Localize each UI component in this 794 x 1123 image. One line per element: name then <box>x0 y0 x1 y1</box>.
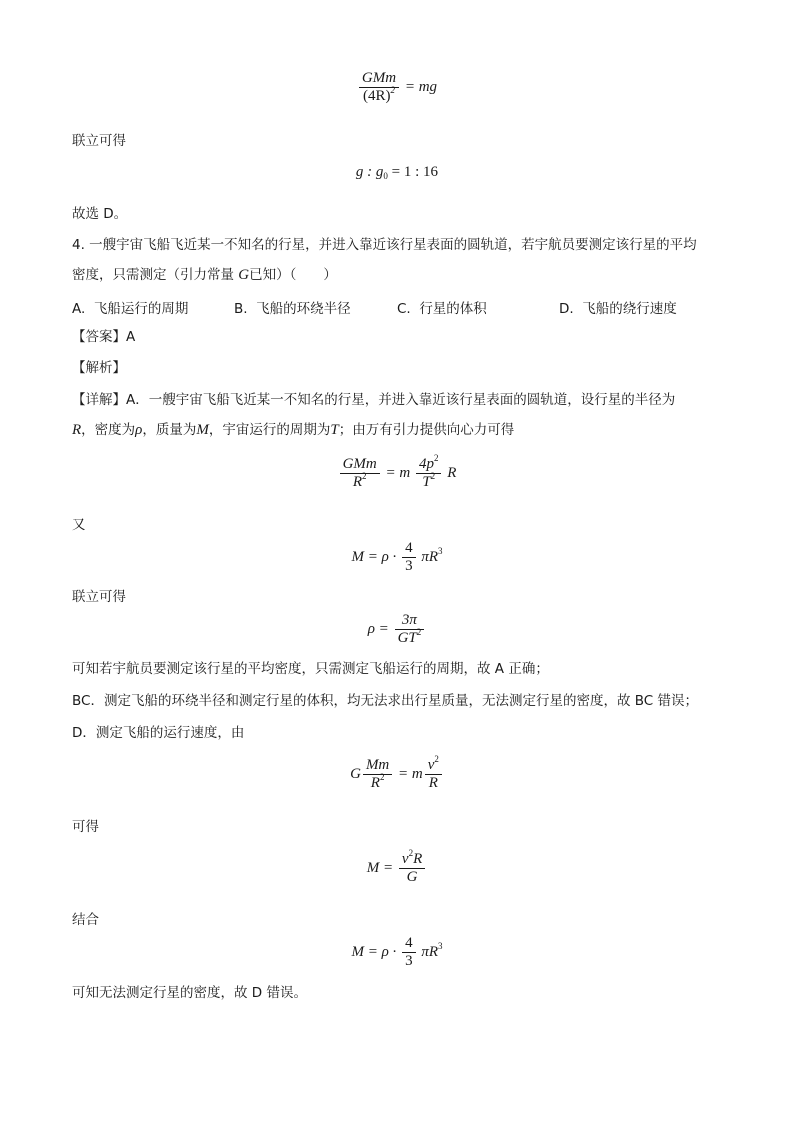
option-label: D. <box>559 301 574 317</box>
rhs: = 1 : 16 <box>391 164 439 180</box>
equation-mass-density <box>0 540 794 575</box>
numerator-text: 4p <box>418 456 434 472</box>
numerator: GMm <box>361 70 397 86</box>
option-text: 行星的体积 <box>419 301 487 317</box>
exponent: 2 <box>379 772 385 782</box>
exponent: 3 <box>438 545 443 556</box>
text: 已知）（ ） <box>249 267 337 283</box>
lhs: M = ρ · <box>351 548 397 565</box>
denominator: G <box>399 868 425 886</box>
numerator <box>425 754 442 774</box>
detail-line-1 <box>72 391 675 409</box>
fraction <box>416 453 442 491</box>
symbol: T <box>330 422 339 438</box>
text-combine-2: 联立可得 <box>72 589 126 605</box>
answer-tag: 【答案】 <box>72 329 126 345</box>
denominator <box>340 473 380 491</box>
text-combine-1: 联立可得 <box>72 133 126 149</box>
exponent: 2 <box>416 627 422 637</box>
exponent: 2 <box>408 848 414 858</box>
detail-tag: 【详解】 <box>72 392 126 408</box>
denominator-text: T <box>422 474 431 490</box>
denominator: 3 <box>402 557 416 575</box>
denominator-text: R <box>352 474 363 490</box>
text-combine-3: 结合 <box>72 912 99 928</box>
option-label: A. <box>72 301 86 317</box>
text: ，密度为 <box>81 422 136 438</box>
lhs: g : g <box>355 164 384 180</box>
text: 密度，只需测定（引力常量 <box>72 267 239 283</box>
denominator: 3 <box>402 952 416 970</box>
text: ；由万有引力提供向心力可得 <box>338 422 515 438</box>
mid: = m <box>385 464 411 481</box>
conclusion-a: 可知若宇航员要测定该行星的平均密度，只需测定飞船运行的周期，故 A 正确； <box>72 661 549 677</box>
exponent: 2 <box>390 85 395 95</box>
option-text: 飞船的环绕半径 <box>256 301 351 317</box>
option-text: 飞船的绕行速度 <box>582 301 677 317</box>
tail: R <box>447 464 457 481</box>
fraction <box>363 757 392 792</box>
option-c[interactable] <box>397 297 487 317</box>
text-final: 可知无法测定行星的密度，故 D 错误。 <box>72 985 307 1001</box>
text: A．一艘宇宙飞船飞近某一不知名的行星，并进入靠近该行星表面的圆轨道，设行星的半径为 <box>126 392 676 408</box>
denominator <box>395 629 425 647</box>
symbol: ρ <box>135 422 143 438</box>
rhs: = mg <box>404 78 438 95</box>
lhs: ρ = <box>367 620 389 637</box>
numerator: 4 <box>405 540 413 556</box>
option-label: C. <box>397 301 411 317</box>
fraction <box>340 456 380 491</box>
text: ，质量为 <box>142 422 197 438</box>
option-b[interactable] <box>234 297 351 317</box>
tail: πR <box>421 943 438 960</box>
detail-line-2 <box>72 421 514 439</box>
equation-ratio <box>0 164 794 181</box>
question-4-line-1: 4. 一艘宇宙飞船飞近某一不知名的行星，并进入靠近该行星表面的圆轨道，若宇航员要测定该行星的平均 <box>72 237 697 253</box>
option-a[interactable] <box>72 297 188 317</box>
fraction <box>359 70 399 105</box>
denominator-text: GT <box>397 630 417 646</box>
text: ，宇宙运行的周期为 <box>208 422 331 438</box>
exponent: 2 <box>433 453 439 463</box>
denominator: R <box>425 774 442 792</box>
text-also: 又 <box>72 517 86 533</box>
fraction <box>425 754 442 792</box>
conclusion-bc: BC．测定飞船的环绕半径和测定行星的体积，均无法求出行星质量，无法测定行星的密度，故 BC 错误； <box>72 693 698 709</box>
numerator: 4 <box>405 935 413 951</box>
exponent: 2 <box>430 471 436 481</box>
analysis-tag: 【解析】 <box>72 360 126 376</box>
numerator-tail: R <box>413 851 423 867</box>
denominator <box>363 774 392 792</box>
subscript: 0 <box>383 171 388 181</box>
numerator <box>416 453 442 473</box>
answer-value: A <box>126 329 136 345</box>
denominator-text: R <box>370 775 380 791</box>
option-text: 飞船运行的周期 <box>93 301 189 317</box>
equation-mass-density-2 <box>0 935 794 970</box>
lhs: M = <box>366 859 394 876</box>
symbol: M <box>196 422 209 438</box>
equation-velocity <box>0 754 794 792</box>
numerator: 3π <box>401 612 417 628</box>
numerator <box>399 848 425 868</box>
text-choose-d: 故选 D。 <box>72 206 128 222</box>
numerator: Mm <box>365 757 390 773</box>
answer-line <box>72 328 135 346</box>
question-4-line-2 <box>72 266 337 284</box>
equation-density-result <box>0 612 794 647</box>
mid: = m <box>398 765 423 782</box>
denominator <box>416 473 442 491</box>
fraction <box>402 935 416 970</box>
fraction <box>402 540 416 575</box>
symbol-g: G <box>238 267 250 283</box>
conclusion-d: D．测定飞船的运行速度，由 <box>72 725 245 741</box>
exponent: 2 <box>362 471 367 481</box>
lhs: M = ρ · <box>351 943 397 960</box>
tail: πR <box>421 548 438 565</box>
numerator-text: v <box>401 851 409 867</box>
text-obtain: 可得 <box>72 819 99 835</box>
fraction <box>399 848 425 886</box>
option-label: B. <box>234 301 248 317</box>
numerator-text: v <box>427 757 435 773</box>
option-d[interactable] <box>559 297 677 317</box>
symbol-g: G <box>350 765 361 782</box>
fraction <box>395 612 425 647</box>
numerator: GMm <box>342 456 377 472</box>
equation-gravity-mg <box>0 70 794 105</box>
symbol: R <box>72 422 82 438</box>
denominator-text: (4R) <box>363 88 391 104</box>
equation-mass-velocity <box>0 848 794 886</box>
denominator <box>359 87 399 105</box>
exponent: 3 <box>438 940 443 951</box>
exponent: 2 <box>434 754 439 764</box>
equation-centripetal <box>0 453 794 491</box>
